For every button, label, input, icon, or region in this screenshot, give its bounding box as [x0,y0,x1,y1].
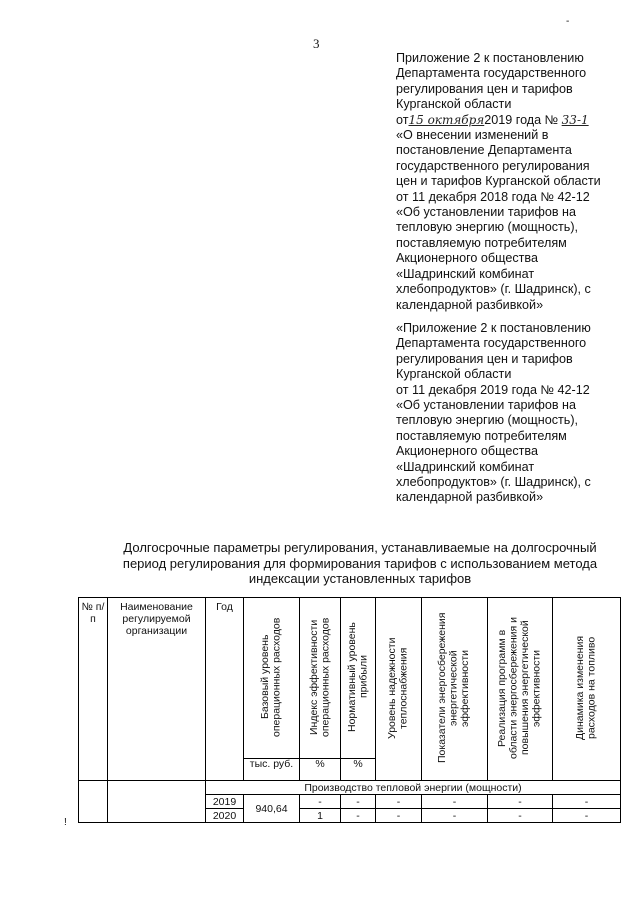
annex-line: тепловую энергию (мощность), [396,220,579,235]
annex-line: Акционерного общества [396,444,538,459]
annex-line: поставляемую потребителям [396,428,567,443]
header-energy-saving-cell [422,598,488,781]
header-base-level: Базовый уровень операционных расходов [259,616,283,737]
table-header-row [79,598,621,759]
header-profit-cell [341,598,376,759]
section-title: Производство тепловой энергии (мощности) [206,781,621,795]
annex-line: «Об установлении тарифов на [396,398,577,413]
annex-line: Приложение 2 к постановлению [396,51,584,65]
cell-reliability: - [376,795,422,809]
annex-line: поставляемую потребителям [396,235,567,250]
cell-num [79,781,108,823]
cell-profit: - [341,809,376,823]
annex-line: календарной разбивкой» [396,490,544,505]
annex-current-block [396,51,618,313]
cell-year: 2019 [206,795,244,809]
cell-reliability: - [376,809,422,823]
cell-efficiency: 1 [300,809,341,823]
cell-organization [108,781,206,823]
from-prefix: от [396,112,409,127]
header-reliability-cell [376,598,422,781]
annex-line: Департамента государственного [396,66,587,81]
annex-line: тепловую энергию (мощность), [396,413,579,428]
annex-line: «Шадринский комбинат [396,266,535,281]
annex-line: цен и тарифов Курганской области [396,174,601,189]
margin-mark: ! [64,817,67,828]
document-title [100,540,620,587]
header-year: Год [206,598,244,781]
annex-line: государственного регулирования [396,158,590,173]
page-number: 3 [313,36,320,51]
header-num: № п/п [79,598,108,781]
annex-line: регулирования цен и тарифов [396,81,573,96]
cell-fuel: - [553,795,621,809]
header-fuel-cell [553,598,621,781]
title-line: индексации установленных тарифов [248,571,472,587]
cell-year: 2020 [206,809,244,823]
corner-mark: - [566,16,570,27]
header-energy-saving: Показатели энергосбережения энергетической эффективности [436,612,472,763]
unit-efficiency: % [300,759,341,781]
year-text: 2019 года № [484,112,559,127]
annex-line: календарной разбивкой» [396,297,544,312]
handwritten-number: 33-1 [561,112,589,127]
annex-line: Курганской области [396,97,512,112]
header-fuel-dynamics: Динамика изменения расходов на топливо [574,635,598,740]
unit-profit: % [341,759,376,781]
annex-line: «Шадринский комбинат [396,459,535,474]
title-line: Долгосрочные параметры регулирования, устанавливаемые на долгосрочный [123,540,597,555]
section-row [79,781,621,795]
header-organization: Наименование регулируемой организации [108,598,206,781]
cell-programs: - [488,809,553,823]
annex-line: «Приложение 2 к постановлению [396,321,591,335]
cell-programs: - [488,795,553,809]
header-efficiency-cell [300,598,341,759]
cell-profit: - [341,795,376,809]
header-reliability: Уровень надежности теплоснабжения [386,636,410,739]
annex-original-block [396,321,618,506]
header-programs: Реализация программ в области энергосбережения и повышения энергетической эффективности [496,616,543,759]
annex-date-line [396,113,618,128]
cell-base-value: 940,64 [244,795,300,823]
unit-base: тыс. руб. [244,759,300,781]
cell-energy-saving: - [422,795,488,809]
header-base-level-cell [244,598,300,759]
annex-line: регулирования цен и тарифов [396,351,573,366]
annex-line: хлебопродуктов» (г. Шадринск), с [396,475,591,490]
title-line: период регулирования для формирования тарифов с использованием метода [122,555,598,571]
annex-line: от 11 декабря 2019 года № 42-12 [396,382,590,397]
annex-line: «О внесении изменений в [396,128,549,143]
annex-line: от 11 декабря 2018 года № 42-12 [396,189,590,204]
header-programs-cell [488,598,553,781]
header-efficiency-index: Индекс эффективности операционных расходов [307,616,331,737]
annex-line: Департамента государственного [396,336,587,351]
header-profit-level: Нормативный уровень прибыли [345,621,369,732]
annex-line: хлебопродуктов» (г. Шадринск), с [396,282,591,297]
annex-line: «Об установлении тарифов на [396,205,577,220]
annex-line: постановление Департамента [396,143,572,158]
cell-energy-saving: - [422,809,488,823]
cell-fuel: - [553,809,621,823]
cell-efficiency: - [300,795,341,809]
handwritten-date: 15 октября [408,112,485,127]
parameters-table [78,597,621,823]
annex-line: Курганской области [396,367,512,382]
annex-line: Акционерного общества [396,251,538,266]
